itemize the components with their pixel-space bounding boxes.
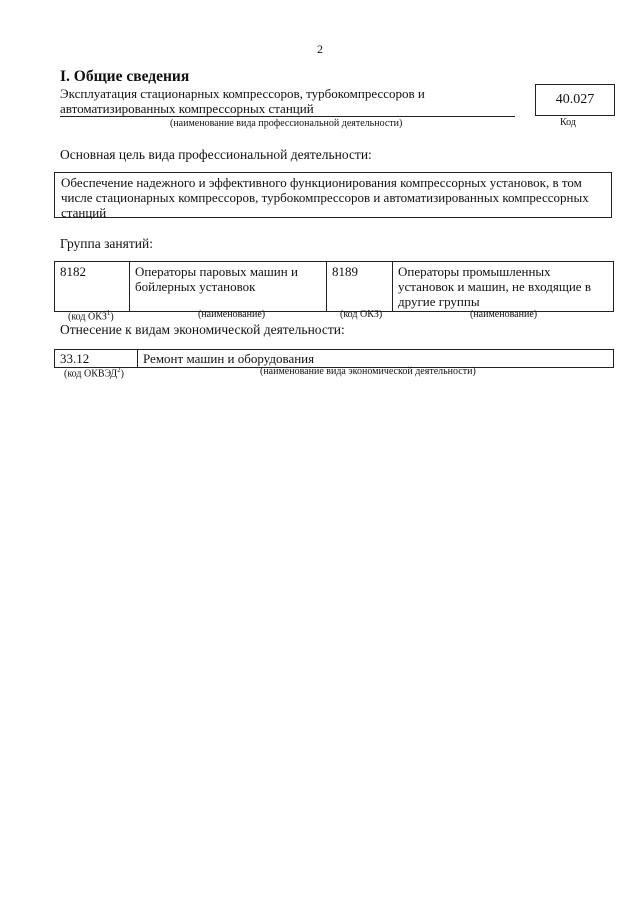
table-row (55, 262, 614, 312)
activity-code-box (535, 84, 615, 116)
occupation-captions (54, 309, 614, 321)
economic-activity-heading: Отнесение к видам экономической деятельности: (60, 322, 345, 337)
okved-name-cell: Ремонт машин и оборудования (138, 350, 614, 368)
table-row (55, 350, 614, 368)
occupation-name-caption: (наименование) (198, 309, 266, 320)
okz-code-caption: (код ОКЗ$^1$) (68, 309, 114, 323)
section-title: I. Общие сведения (60, 68, 190, 85)
purpose-text: Обеспечение надежного и эффективного функционирования компрессорных установок, в том числе стационарных компрессоров, турбокомпрессоров и автоматизированных компрессорных станций (61, 175, 589, 220)
activity-code-caption: Код (560, 117, 576, 128)
occupation-code-cell: 8189 (327, 262, 393, 312)
occupation-group-heading: Группа занятий: (60, 236, 153, 251)
purpose-heading: Основная цель вида профессиональной деятельности: (60, 147, 372, 162)
occupation-code-cell: 8182 (55, 262, 130, 312)
activity-name: Эксплуатация стационарных компрессоров, турбокомпрессоров и автоматизированных компрессорных станций (60, 86, 425, 116)
occupation-name-caption-2: (наименование) (470, 309, 538, 320)
okved-code-cell: 33.12 (55, 350, 138, 368)
occupation-name-cell: Операторы промышленных установок и машин, не входящие в другие группы (393, 262, 614, 312)
page-number: 2 (317, 42, 323, 56)
activity-code: 40.027 (555, 92, 595, 107)
activity-underline (60, 116, 515, 117)
occupation-name-cell: Операторы паровых машин и бойлерных установок (130, 262, 327, 312)
okz-code-caption-2: (код ОКЗ) (340, 309, 383, 320)
okved-name-caption: (наименование вида экономической деятельности) (260, 366, 476, 377)
purpose-box (54, 172, 612, 218)
activity-name-caption: (наименование вида профессиональной деятельности) (170, 118, 403, 129)
okved-code-caption: (код ОКВЭД$^2$) (64, 366, 124, 380)
economic-captions (54, 366, 614, 378)
occupation-group-table (54, 261, 614, 312)
